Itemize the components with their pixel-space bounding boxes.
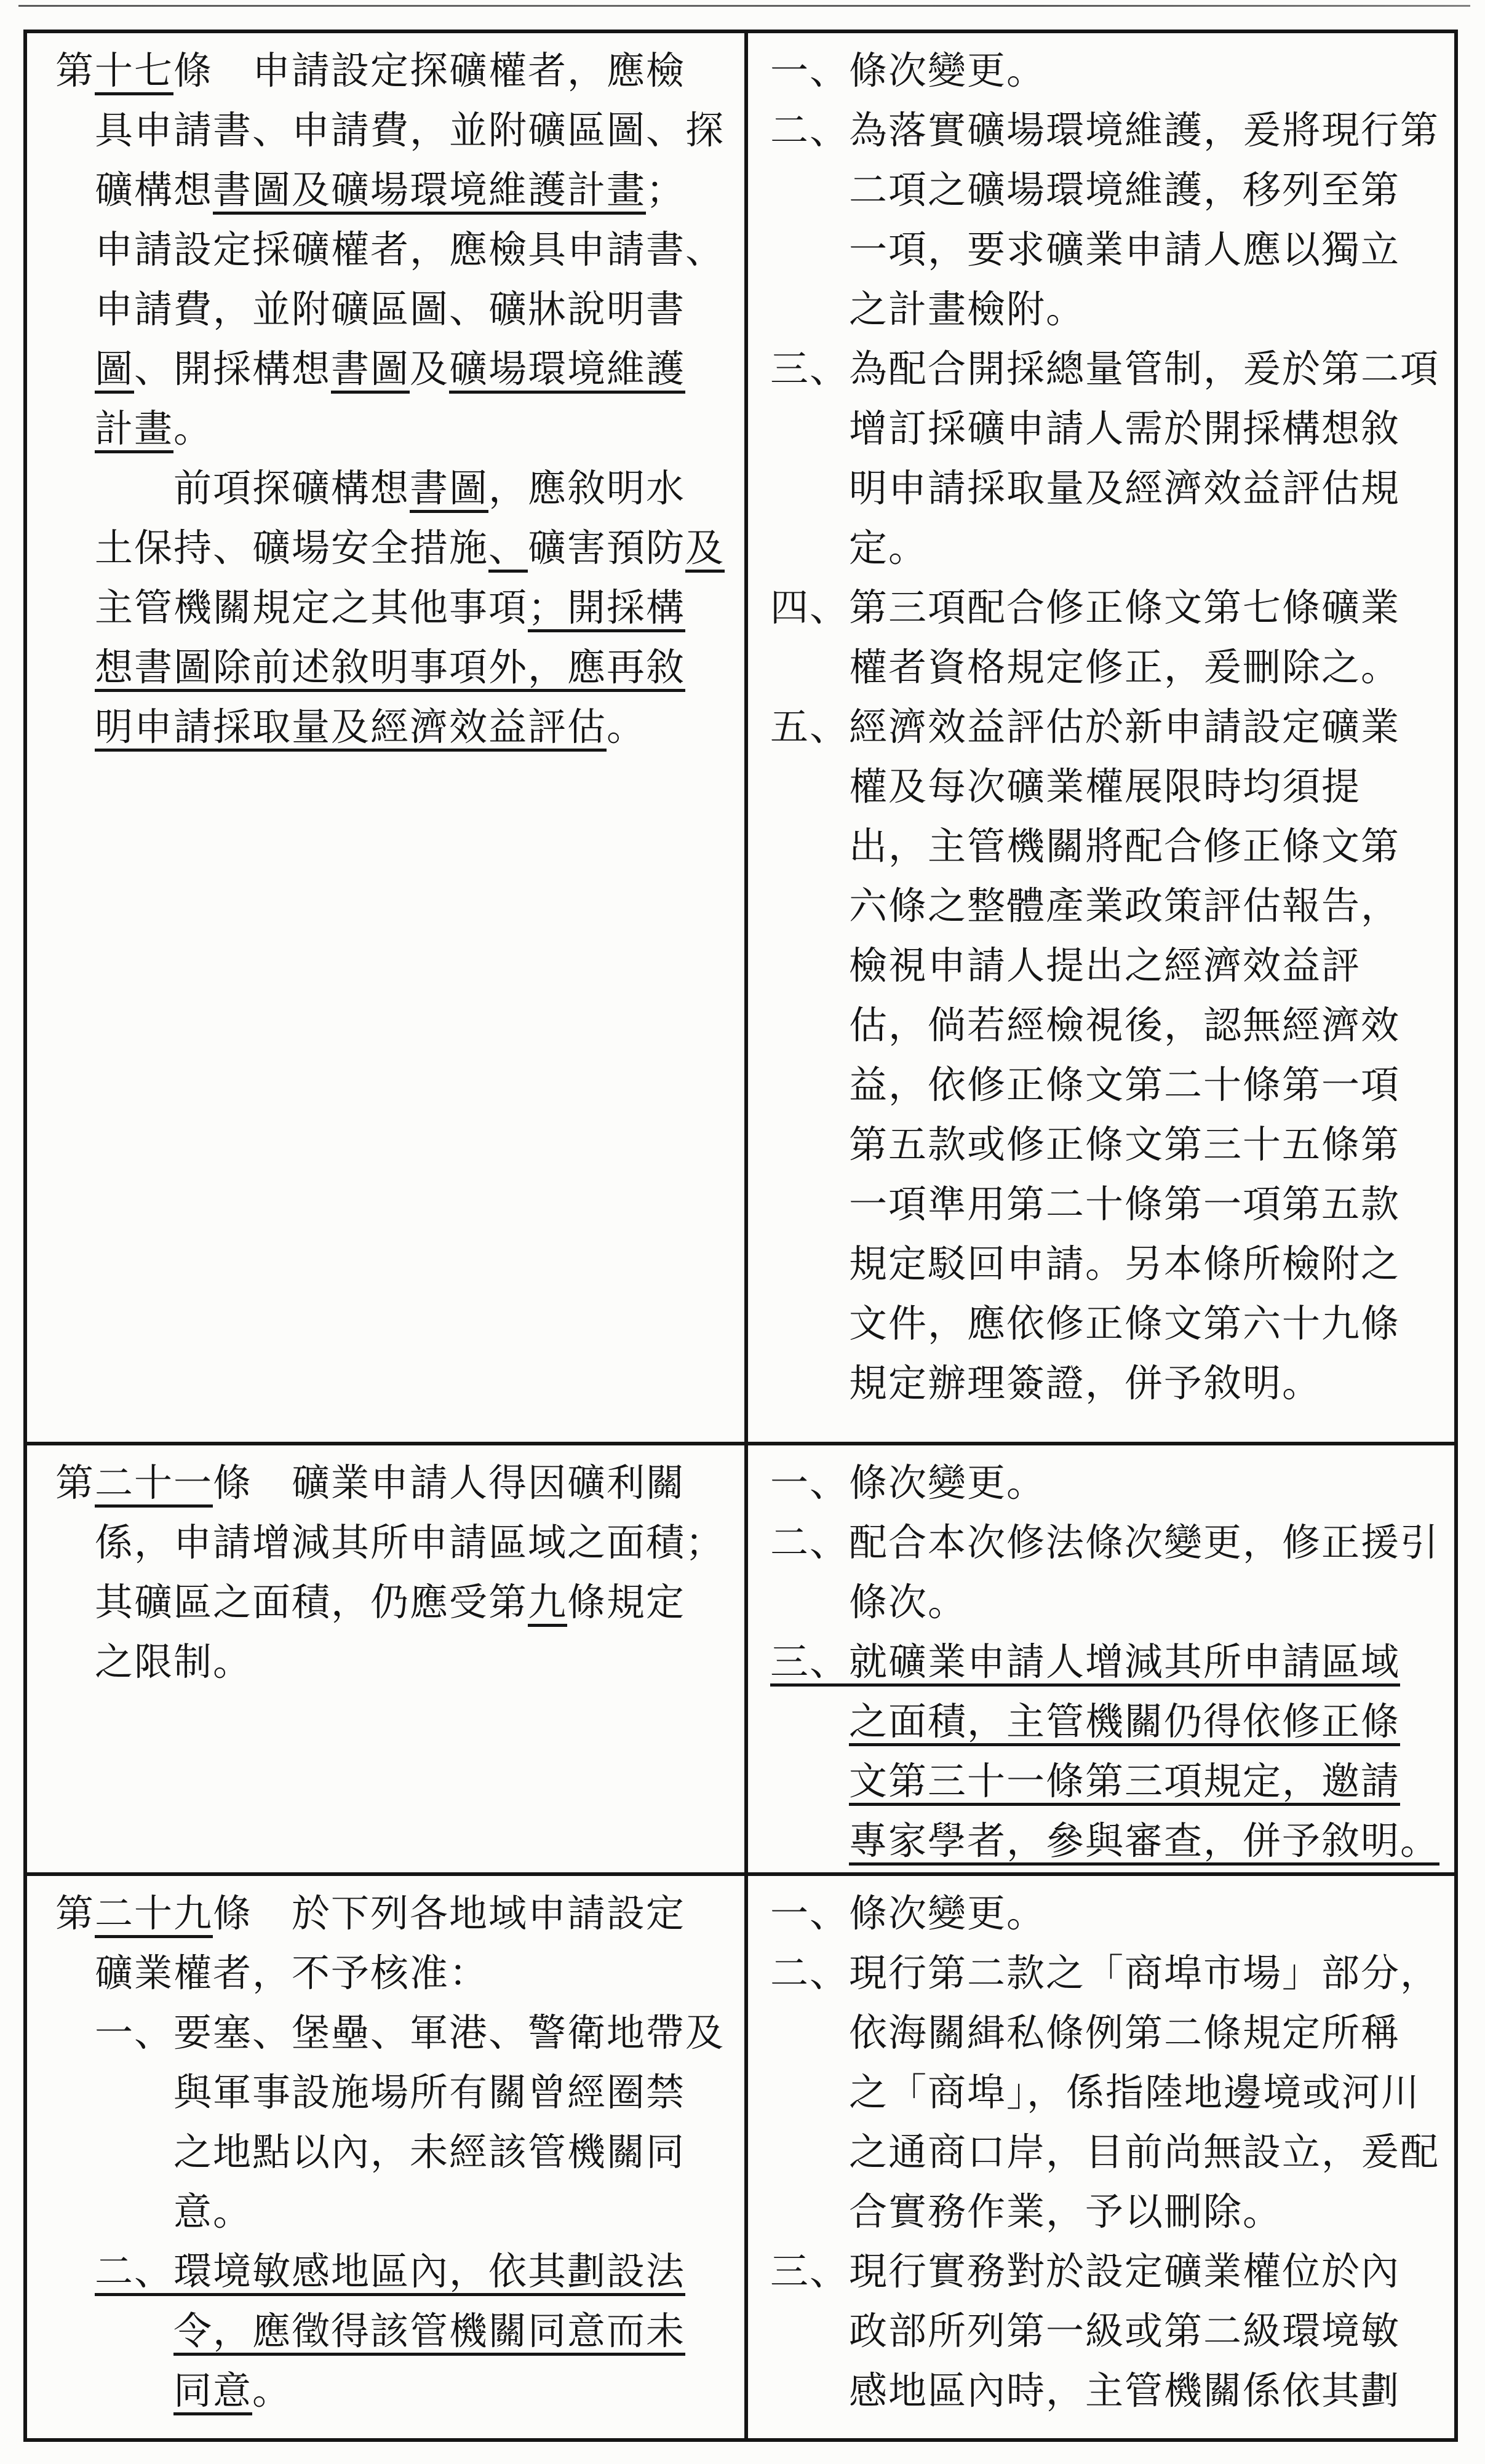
text-segment: 感地區內時，主管機關係依其劃 <box>849 2371 1401 2412</box>
underlined-text-segment: 之面積，主管機關仍得依修正條 <box>849 1701 1400 1746</box>
text-line <box>55 1454 738 1514</box>
text-line <box>770 519 1448 579</box>
text-segment: 權者資格規定修正，爰刪除之。 <box>849 647 1401 689</box>
text-line <box>770 1454 1448 1514</box>
text-line <box>55 42 738 101</box>
text-segment: 一、要塞、堡壘、軍港、警衛地帶及 <box>95 2013 725 2054</box>
text-segment: 。 <box>173 408 213 450</box>
text-segment: 五、經濟效益評估於新申請設定礦業 <box>770 707 1401 749</box>
text-segment: 之通商口岸，目前尚無設立，爰配 <box>849 2132 1440 2174</box>
article-text-cell <box>27 33 748 1442</box>
text-line <box>55 221 738 280</box>
text-line <box>770 698 1448 758</box>
text-line <box>55 1944 738 2004</box>
text-segment: 第 <box>55 1463 95 1504</box>
text-segment: 檢視申請人提出之經濟效益評 <box>849 945 1361 987</box>
text-line <box>55 101 738 161</box>
text-segment: 礦業權者，不予核准： <box>95 1953 489 1995</box>
underlined-text-segment: 二十九 <box>95 1893 213 1938</box>
text-segment: 條 申請設定探礦權者，應檢 <box>173 50 686 92</box>
text-line <box>770 1885 1448 1944</box>
underlined-text-segment: 文第三十一條第三項規定，邀請 <box>849 1761 1400 1806</box>
text-line <box>55 1573 738 1633</box>
text-line <box>770 758 1448 817</box>
underlined-text-segment: 三、就礦業申請人增減其所申請區域 <box>770 1642 1400 1687</box>
text-line <box>770 877 1448 937</box>
text-segment: ，應敘明水 <box>488 468 686 510</box>
text-line <box>55 161 738 221</box>
text-line <box>55 2243 738 2302</box>
text-segment: 具申請書、申請費，並附礦區圖、探 <box>95 110 725 152</box>
underlined-text-segment: 二、環境敏感地區內，依其劃設法 <box>95 2251 685 2296</box>
text-segment: 權及每次礦業權展限時均須提 <box>849 766 1361 808</box>
text-line <box>770 1514 1448 1573</box>
explanation-cell <box>748 33 1454 1442</box>
text-line <box>55 2004 738 2064</box>
text-segment: 條規定 <box>567 1582 686 1624</box>
text-segment: 二、為落實礦場環境維護，爰將現行第 <box>770 110 1440 152</box>
text-segment: 。 <box>607 707 647 749</box>
text-line <box>770 1633 1448 1693</box>
text-segment: 之「商埠」，係指陸地邊境或河川 <box>849 2072 1421 2114</box>
text-segment: 其礦區之面積，仍應受第 <box>95 1582 528 1624</box>
text-segment: 合實務作業，予以刪除。 <box>849 2192 1283 2233</box>
text-segment: 一項，要求礦業申請人應以獨立 <box>849 229 1401 271</box>
text-segment: 四、第三項配合修正條文第七條礦業 <box>770 587 1401 629</box>
text-segment: 及 <box>410 349 450 391</box>
text-segment: 、開採構想 <box>134 349 332 391</box>
text-line <box>770 161 1448 221</box>
text-line <box>55 1885 738 1944</box>
text-line <box>770 340 1448 400</box>
text-line <box>770 221 1448 280</box>
text-line <box>770 1752 1448 1812</box>
text-line <box>770 996 1448 1056</box>
text-segment: 增訂採礦申請人需於開採構想敘 <box>849 408 1401 450</box>
explanation-cell <box>748 1876 1454 2438</box>
table-row-article-17 <box>27 33 1454 1442</box>
text-line <box>770 1354 1448 1414</box>
underlined-text-segment: 、 <box>488 528 528 573</box>
text-segment: 。 <box>252 2371 292 2412</box>
underlined-text-segment: 圖 <box>95 349 134 394</box>
explanation-cell <box>748 1445 1454 1872</box>
text-line <box>770 638 1448 698</box>
text-segment: 條 礦業申請人得因礦利關 <box>213 1463 686 1504</box>
text-line <box>770 2004 1448 2064</box>
text-line <box>55 459 738 519</box>
text-segment: 六條之整體產業政策評估報告， <box>849 886 1401 928</box>
text-segment: 一項準用第二十條第一項第五款 <box>849 1184 1401 1226</box>
text-segment: 一、條次變更。 <box>770 1463 1046 1504</box>
text-segment: 條次。 <box>849 1582 968 1624</box>
text-segment: 之地點以內，未經該管機關同 <box>173 2132 686 2174</box>
text-segment: 明申請採取量及經濟效益評估規 <box>849 468 1401 510</box>
text-line <box>770 1812 1448 1872</box>
text-line <box>770 579 1448 638</box>
text-line <box>770 459 1448 519</box>
text-segment: 第 <box>55 50 95 92</box>
article-text-cell <box>27 1445 748 1872</box>
text-line <box>55 579 738 638</box>
text-line <box>55 400 738 459</box>
text-segment: 定。 <box>849 528 928 570</box>
text-segment: ； <box>646 170 686 212</box>
scan-edge-artifact <box>18 5 1470 7</box>
text-line <box>770 1056 1448 1116</box>
text-segment: 出，主管機關將配合修正條文第 <box>849 826 1401 868</box>
text-line <box>55 2302 738 2362</box>
underlined-text-segment: 想書圖除前述敘明事項外，應再敘 <box>95 647 685 692</box>
text-segment: 申請費，並附礦區圖、礦牀說明書 <box>95 289 686 331</box>
text-segment: 三、為配合開採總量管制，爰於第二項 <box>770 349 1440 391</box>
text-line <box>770 817 1448 877</box>
text-line <box>770 2183 1448 2243</box>
text-line <box>55 2183 738 2243</box>
text-line <box>55 519 738 579</box>
text-segment: 礦構想 <box>95 170 213 212</box>
text-line <box>770 1295 1448 1354</box>
underlined-text-segment: 專家學者，參與審查，併予敘明。 <box>849 1821 1439 1866</box>
text-segment: 第五款或修正條文第三十五條第 <box>849 1124 1401 1166</box>
text-segment: 係，申請增減其所申請區域之面積； <box>95 1522 725 1564</box>
text-segment: 之計畫檢附。 <box>849 289 1086 331</box>
text-line <box>55 1633 738 1693</box>
text-line <box>55 2123 738 2183</box>
text-line <box>770 2064 1448 2123</box>
underlined-text-segment: 九 <box>528 1582 567 1627</box>
underlined-text-segment: 書圖 <box>410 468 488 513</box>
underlined-text-segment: 計畫 <box>95 408 173 453</box>
text-segment: 一、條次變更。 <box>770 50 1046 92</box>
text-segment: 依海關緝私條例第二條規定所稱 <box>849 2013 1401 2054</box>
text-line <box>770 1175 1448 1235</box>
table-row-article-29 <box>27 1872 1454 2438</box>
text-line <box>55 698 738 758</box>
text-segment: 申請設定採礦權者，應檢具申請書、 <box>95 229 725 271</box>
text-line <box>55 2362 738 2422</box>
text-line <box>770 280 1448 340</box>
text-line <box>770 2243 1448 2302</box>
underlined-text-segment: 明申請採取量及經濟效益評估 <box>95 707 607 752</box>
text-line <box>55 340 738 400</box>
text-line <box>770 1693 1448 1752</box>
text-line <box>770 101 1448 161</box>
text-segment: 規定駁回申請。另本條所檢附之 <box>849 1244 1401 1286</box>
text-line <box>770 937 1448 996</box>
text-segment: 主管機關規定之其他事項 <box>95 587 528 629</box>
text-segment: 益，依修正條文第二十條第一項 <box>849 1065 1401 1107</box>
underlined-text-segment: 礦場環境維護 <box>449 349 685 394</box>
text-segment: 條 於下列各地域申請設定 <box>213 1893 686 1935</box>
amendment-comparison-table <box>23 30 1458 2442</box>
underlined-text-segment: 書圖 <box>331 349 410 394</box>
underlined-text-segment: 十七 <box>95 50 173 95</box>
underlined-text-segment: 二十一 <box>95 1463 213 1508</box>
text-segment: 土保持、礦場安全措施 <box>95 528 489 570</box>
text-line <box>55 1514 738 1573</box>
text-line <box>770 1116 1448 1175</box>
article-text-cell <box>27 1876 748 2438</box>
text-line <box>770 400 1448 459</box>
text-line <box>770 2302 1448 2362</box>
text-segment: 一、條次變更。 <box>770 1893 1046 1935</box>
text-segment: 二項之礦場環境維護，移列至第 <box>849 170 1401 212</box>
text-line <box>770 2123 1448 2183</box>
text-segment: 規定辦理簽證，併予敘明。 <box>849 1363 1322 1405</box>
text-line <box>55 280 738 340</box>
text-segment: 估，倘若經檢視後，認無經濟效 <box>849 1005 1401 1047</box>
underlined-text-segment: 書圖及礦場環境維護計畫 <box>213 170 646 215</box>
text-segment: 前項探礦構想 <box>173 468 410 510</box>
text-line <box>770 2362 1448 2422</box>
underlined-text-segment: 令，應徵得該管機關同意而未 <box>173 2311 685 2356</box>
text-line <box>55 2064 738 2123</box>
text-segment: 二、配合本次修法條次變更，修正援引 <box>770 1522 1440 1564</box>
underlined-text-segment: ；開採構 <box>528 587 685 632</box>
text-segment: 三、現行實務對於設定礦業權位於內 <box>770 2251 1401 2293</box>
text-line <box>770 1235 1448 1295</box>
text-segment: 文件，應依修正條文第六十九條 <box>849 1303 1401 1345</box>
text-segment: 二、現行第二款之「商埠市場」部分， <box>770 1953 1440 1995</box>
text-segment: 礦害預防 <box>528 528 686 570</box>
text-segment: 政部所列第一級或第二級環境敏 <box>849 2311 1401 2353</box>
text-segment: 之限制。 <box>95 1642 253 1683</box>
text-line <box>55 638 738 698</box>
text-segment: 第 <box>55 1893 95 1935</box>
text-segment: 與軍事設施場所有關曾經圈禁 <box>173 2072 686 2114</box>
text-segment: 意。 <box>173 2192 253 2233</box>
underlined-text-segment: 及 <box>685 528 725 573</box>
table-row-article-21 <box>27 1442 1454 1872</box>
text-line <box>770 1573 1448 1633</box>
text-line <box>770 1944 1448 2004</box>
underlined-text-segment: 同意 <box>173 2371 252 2415</box>
text-line <box>770 42 1448 101</box>
